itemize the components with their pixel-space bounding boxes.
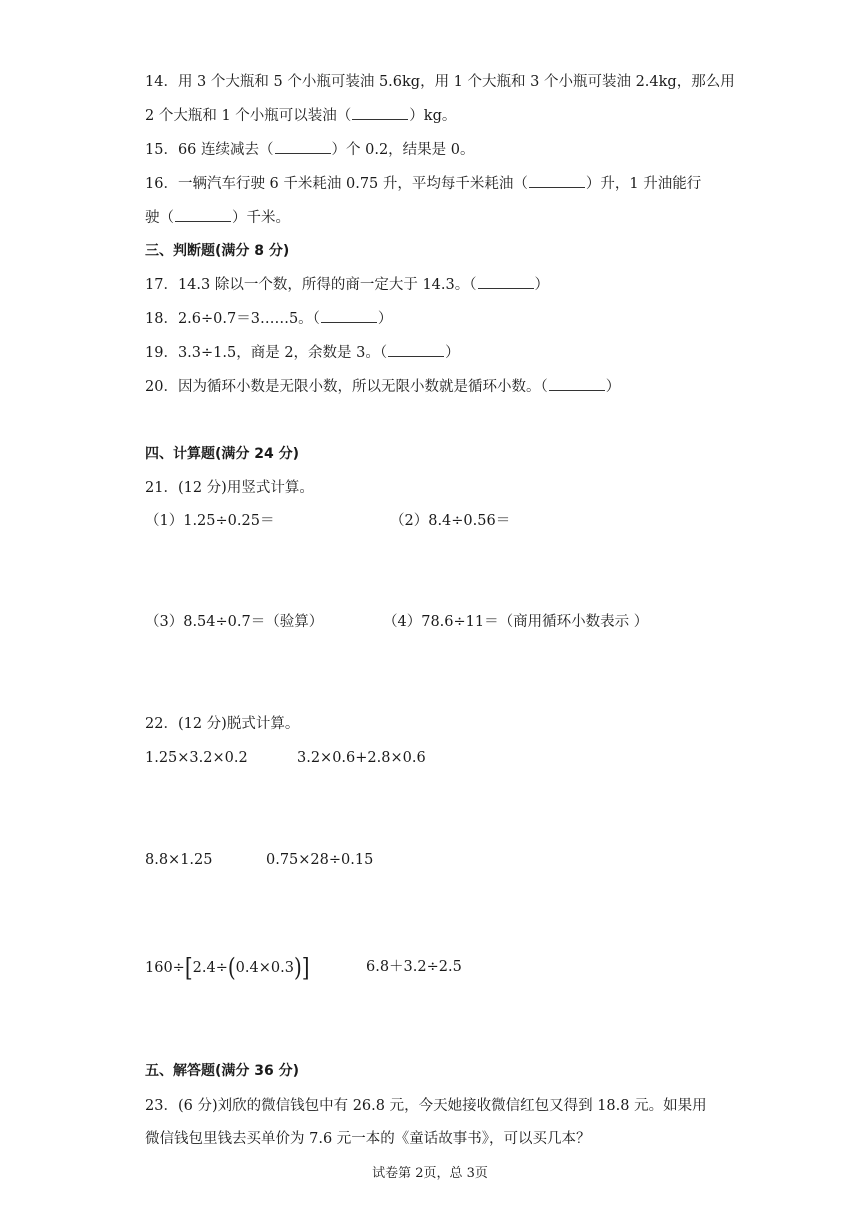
q22-expr-3: 8.8×1.25 — [145, 852, 213, 868]
q21-part-3: （3）8.54÷0.7＝（验算） — [145, 614, 324, 630]
q14-text-a: 2 个大瓶和 1 个小瓶可以装油（ — [145, 108, 352, 124]
q14-line2 — [145, 106, 456, 126]
left-bracket: [ — [184, 952, 193, 982]
q22-expr-4: 0.75×28÷0.15 — [266, 852, 374, 868]
section-3-heading: 三、判断题(满分 8 分) — [145, 243, 290, 259]
question-15 — [145, 140, 475, 160]
q16-text-b: ）升，1 升油能行 — [585, 176, 702, 192]
q17-text-b: ） — [534, 277, 549, 293]
q16-text-a: 16．一辆汽车行驶 6 千米耗油 0.75 升，平均每千米耗油（ — [145, 176, 528, 192]
page-footer: 试卷第 2页，总 3页 — [372, 1166, 488, 1181]
q21-title: 21．(12 分)用竖式计算。 — [145, 480, 314, 496]
question-20 — [145, 377, 620, 397]
answer-blank[interactable] — [529, 175, 585, 188]
q22-expr-5-a: 160÷ — [145, 960, 185, 976]
q16-text-d: ）千米。 — [232, 210, 290, 226]
section-4-heading: 四、计算题(满分 24 分) — [145, 446, 300, 462]
answer-blank[interactable] — [321, 310, 377, 323]
right-bracket: ] — [301, 952, 310, 982]
q16-line2 — [145, 208, 290, 228]
question-19 — [145, 343, 460, 363]
q21-part-4: （4）78.6÷11＝（商用循环小数表示 ） — [383, 614, 649, 630]
q22-expr-6: 6.8＋3.2÷2.5 — [366, 959, 462, 975]
answer-blank[interactable] — [549, 378, 605, 391]
section-5-heading: 五、解答题(满分 36 分) — [145, 1063, 300, 1079]
q14-line1: 14．用 3 个大瓶和 5 个小瓶可装油 5.6kg，用 1 个大瓶和 3 个小瓶可装油 2.4kg，那么用 — [145, 74, 735, 90]
q14-text-b: ）kg。 — [409, 108, 457, 124]
q20-text-a: 20．因为循环小数是无限小数，所以无限小数就是循环小数。（ — [145, 379, 548, 395]
q15-text-b: ）个 0.2，结果是 0。 — [331, 142, 475, 158]
q22-expr-2: 3.2×0.6+2.8×0.6 — [297, 750, 426, 766]
answer-blank[interactable] — [388, 344, 444, 357]
left-paren: ( — [227, 952, 236, 982]
question-17 — [145, 275, 549, 295]
answer-blank[interactable] — [175, 209, 231, 222]
answer-blank[interactable] — [478, 276, 534, 289]
q22-expr-5-b: 2.4÷ — [192, 960, 228, 976]
q23-line2: 微信钱包里钱去买单价为 7.6 元一本的《童话故事书》，可以买几本？ — [145, 1131, 591, 1147]
q22-expr-5 — [145, 952, 310, 982]
question-18 — [145, 309, 392, 329]
q23-line1: 23．(6 分)刘欣的微信钱包中有 26.8 元，今天她接收微信红包又得到 18.8 元。如果用 — [145, 1098, 707, 1114]
q19-text-a: 19．3.3÷1.5，商是 2，余数是 3。（ — [145, 345, 388, 361]
q18-text-b: ） — [377, 311, 393, 327]
q15-text-a: 15．66 连续减去（ — [145, 142, 274, 158]
q21-part-1: （1）1.25÷0.25＝ — [145, 513, 275, 529]
q22-title: 22．(12 分)脱式计算。 — [145, 716, 300, 732]
q22-expr-5-c: 0.4×0.3 — [235, 960, 294, 976]
q18-text-a: 18．2.6÷0.7＝3……5。（ — [145, 311, 320, 327]
q20-text-b: ） — [605, 379, 621, 395]
right-paren: ) — [293, 952, 302, 982]
q19-text-b: ） — [445, 345, 460, 361]
q22-expr-1: 1.25×3.2×0.2 — [145, 750, 248, 766]
q17-text-a: 17．14.3 除以一个数，所得的商一定大于 14.3。（ — [145, 277, 477, 293]
q21-part-2: （2）8.4÷0.56＝ — [390, 513, 511, 529]
answer-blank[interactable] — [275, 141, 331, 154]
q16-line1 — [145, 174, 701, 194]
answer-blank[interactable] — [352, 107, 408, 120]
q16-text-c: 驶（ — [145, 210, 174, 226]
